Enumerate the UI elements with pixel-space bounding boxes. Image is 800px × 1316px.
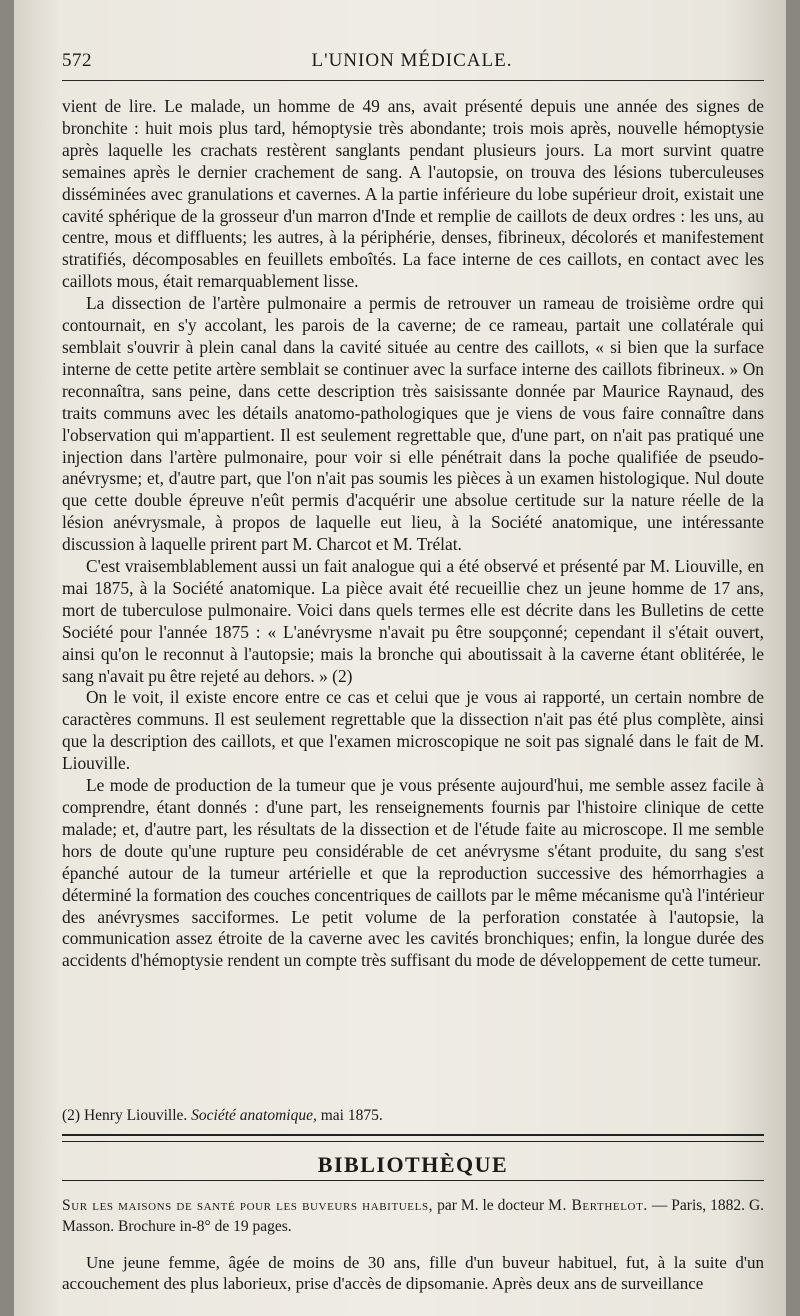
review-heading [62,1195,764,1237]
footnote-date: mai 1875. [320,1107,383,1124]
book-page [14,0,786,1316]
footnote-source: Société anatomique, [191,1107,317,1124]
review-title: Sur les maisons de santé pour les buveurs habituels, [62,1197,434,1214]
paragraph-5: Le mode de production de la tumeur que je vous présente aujourd'hui, me semble assez facile à comprendre, étant donnés : d'une part, les renseignements fournis par l'histoire clinique de cette malade; et, d'autre part, les résultats de la dissection et de l'étude faite au microscope. Il me semble hors de doute qu'une rupture peu considérable de cet anévrysme s'étant produite, du sang s'est épanché autour de la tumeur artérielle et que la reproduction successive des hémorrhagies a déterminé la formation des couches concentriques de caillots par le même mécanisme qu'à l'intérieur des anévrysmes sacciformes. Le petit volume de la perforation constatée à l'autopsie, la communication assez étroite de la caverne avec les cavités bronchiques; enfin, la longue durée des accidents d'hémoptysie rendent un compte très suffisant du mode de développement de cette tumeur. [62,775,764,971]
running-title: L'UNION MÉDICALE. [311,50,513,71]
footnote [62,1106,764,1126]
article-body [62,96,764,972]
review-publication: — Paris, 1882. G. Masson. Brochure in-8° de 19 pages. [62,1197,765,1235]
page-number: 572 [62,50,92,71]
section-title: BIBLIOTHÈQUE [317,1152,509,1177]
review-by: par M. le docteur [437,1197,545,1214]
paragraph-2: La dissection de l'artère pulmonaire a permis de retrouver un rameau de troisième ordre qui contournait, en s'y accolant, les parois de la caverne; de ce rameau, partait une collatérale qui semblait s'ouvrir à plein canal dans la cavité située au centre des caillots, « si bien que la surface interne de cette petite artère semblait se continuer avec la surface interne des caillots fibrineux. » On reconnaîtra, sans peine, dans cette description très saisissante donnée par Maurice Raynaud, des traits communs avec les détails anatomo-pathologiques que je viens de vous faire connaître dans l'observation qui m'appartient. Il est seulement regrettable que, d'une part, on n'ait pas pratiqué une injection dans l'artère pulmonaire, pour voir si elle pénétrait dans la poche qualifiée de pseudo-anévrysme; et, d'autre part, que l'on n'ait pas soumis les pièces à un examen histologique. Nul doute que cette double épreuve n'eût permis d'acquérir une absolue certitude sur la nature réelle de la lésion anévrysmale, à propos de laquelle eut lieu, à la Société anatomique, une intéressante discussion à laquelle prirent part M. Charcot et M. Trélat. [62,293,764,555]
footnote-marker: (2) [62,1107,81,1124]
section-rule [62,1180,764,1181]
section-divider [62,1134,764,1142]
review-body [62,1252,764,1294]
paragraph-4: On le voit, il existe encore entre ce cas et celui que je vous ai rapporté, un certain nombre de caractères communs. Il est seulement regrettable que la dissection n'ait pas été plus complète, ainsi que la description des caillots, et que l'examen microscopique ne soit pas signalé dans le fait de M. Liouville. [62,687,764,774]
paragraph-1: vient de lire. Le malade, un homme de 49 ans, avait présenté depuis une année des signes de bronchite : huit mois plus tard, hémoptysie très abondante; trois mois après, nouvelle hémoptysie après laquelle les crachats restèrent sanglants pendant plusieurs jours. La mort survint quatre semaines après le dernier crachement de sang. A l'autopsie, on trouva des lésions tuberculeuses disséminées avec granulations et cavernes. A la partie inférieure du lobe supérieur droit, existait une cavité sphérique de la grosseur d'un marron d'Inde et remplie de caillots de deux ordres : les uns, au centre, mous et diffluents; les autres, à la périphérie, denses, fibrineux, décolorés et manifestement stratifiés, décomposables en feuillets emboîtés. La face interne de ces caillots, en contact avec les caillots mous, était remarquablement lisse. [62,96,764,292]
review-author: M. Berthelot. [548,1197,648,1214]
footnote-author: Henry Liouville. [83,1107,188,1124]
header-rule [62,80,764,81]
review-paragraph: Une jeune femme, âgée de moins de 30 ans, fille d'un buveur habituel, fut, à la suite d'un accouchement des plus laborieux, prise d'accès de dipsomanie. Après deux ans de surveillance [62,1253,764,1293]
page-header [62,50,762,80]
paragraph-3: C'est vraisemblablement aussi un fait analogue qui a été observé et présenté par M. Liouville, en mai 1875, à la Société anatomique. La pièce avait été recueillie chez un jeune homme de 17 ans, mort de tuberculose pulmonaire. Voici dans quels termes elle est décrite dans les Bulletins de cette Société pour l'année 1875 : « L'anévrysme n'avait pu être soupçonné; cependant il s'était ouvert, ainsi qu'on le reconnut à l'autopsie; mais la bronche qui aboutissait à la caverne étant oblitérée, le sang n'avait pu être rejeté au dehors. » (2) [62,556,764,686]
